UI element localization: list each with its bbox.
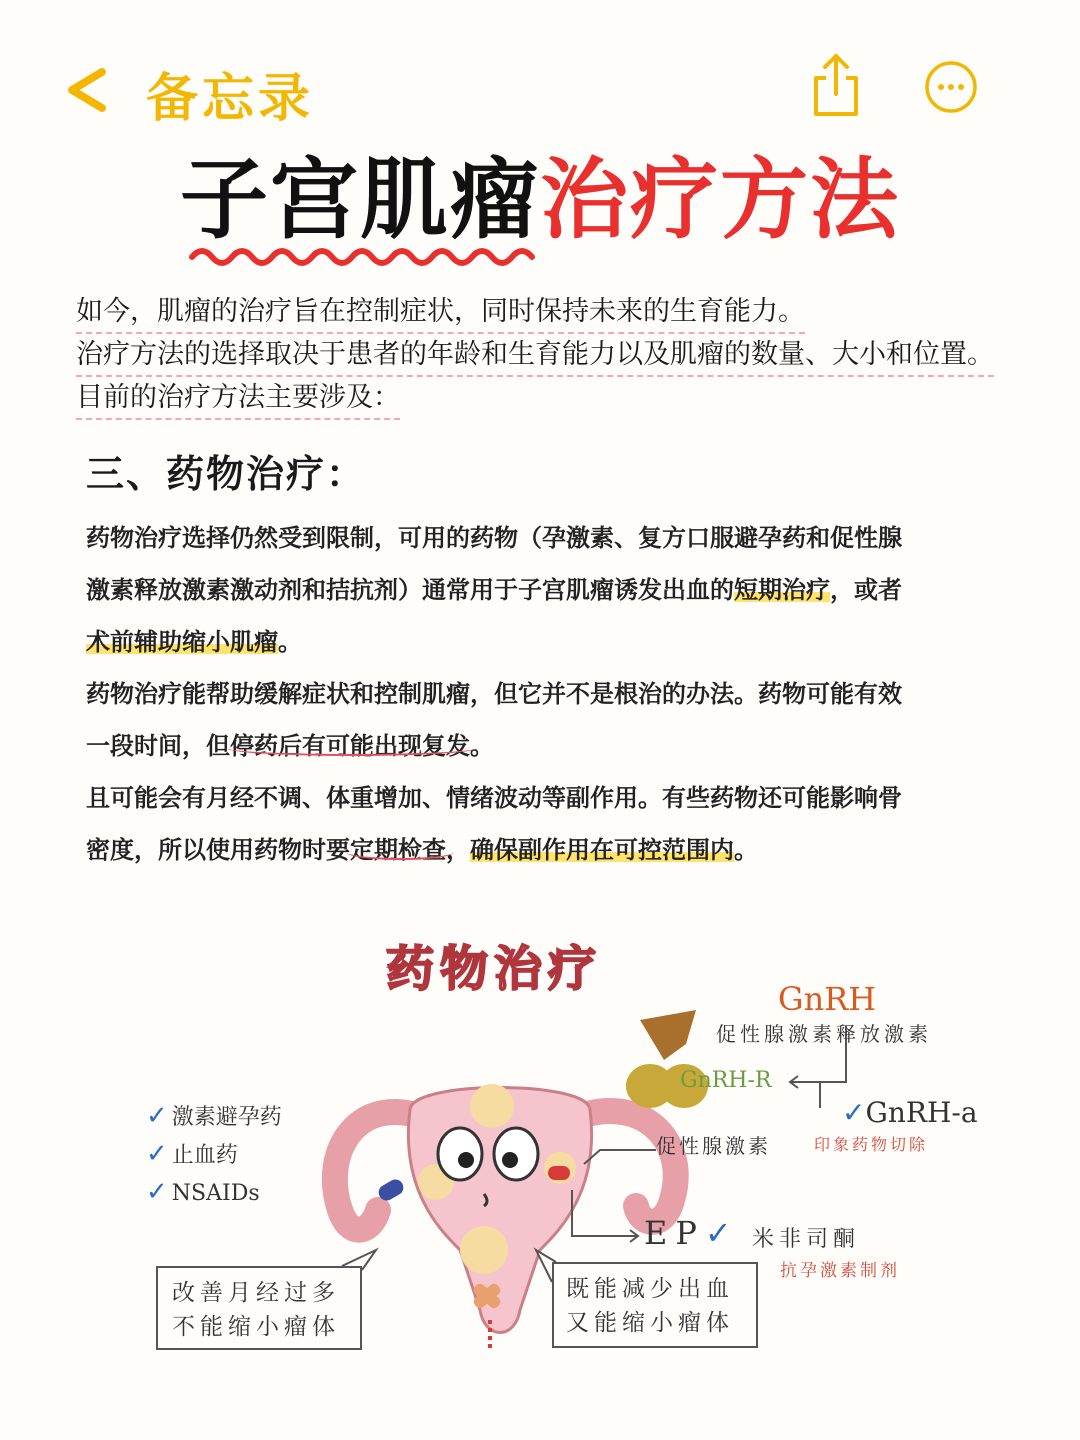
label-mifepristone-sub: 抗孕激素制剂 (780, 1261, 900, 1281)
check-list (146, 1098, 282, 1212)
body-line: 密度，所以使用药物时要 (86, 836, 350, 864)
section-title: 三、药物治疗： (86, 452, 367, 496)
note-line: 既能减少出血 (566, 1276, 734, 1302)
body-line: 。 (278, 628, 302, 656)
nav-title: 备忘录 (146, 69, 315, 129)
label-gnrh: GnRH (778, 980, 877, 1018)
intro-line: 治疗方法的选择取决于患者的年龄和生育能力以及肌瘤的数量、大小和位置。 (76, 335, 994, 377)
illustration-title: 药物治疗 (386, 941, 603, 997)
wavy-underline (188, 242, 544, 272)
nav-bar (0, 50, 1080, 130)
title-part-red: 治疗方法 (540, 148, 901, 251)
title-part-black: 子宫肌瘤 (179, 148, 540, 251)
share-icon[interactable] (808, 50, 864, 120)
underline-checkup: 定期检查 (350, 836, 446, 864)
check-item (146, 1174, 282, 1212)
illustration (0, 910, 1080, 1440)
note-line: 又能缩小瘤体 (566, 1310, 734, 1336)
check-icon: ✓ (146, 1101, 168, 1131)
check-item (146, 1098, 282, 1136)
underline-relapse: 停药后有可能出现复发 (230, 732, 470, 760)
label-gnrh-a (842, 1096, 978, 1129)
body-line: 药物治疗选择仍然受到限制，可用的药物（孕激素、复方口服避孕药和促性腺 (86, 524, 902, 552)
highlight-preop: 术前辅助缩小肌瘤 (86, 628, 278, 656)
check-item-label: NSAIDs (171, 1181, 260, 1206)
page-title (0, 150, 1080, 250)
check-item (146, 1136, 282, 1174)
label-gonadotropin: 促性腺激素 (656, 1134, 771, 1158)
label-gnrh-a-sub: 印象药物切除 (814, 1135, 929, 1154)
body-line: ， (446, 836, 470, 864)
body-line: 。 (734, 836, 758, 864)
note-line: 不能缩小瘤体 (172, 1314, 340, 1340)
label-ep-text: EP (644, 1214, 705, 1252)
chevron-left-icon[interactable] (62, 62, 112, 118)
label-gnrh-r: GnRH-R (680, 1068, 772, 1093)
body-line: 。 (470, 732, 494, 760)
highlight-short-term: 短期治疗 (734, 576, 830, 604)
check-item-label: 激素避孕药 (171, 1105, 282, 1130)
note-box-right (552, 1262, 758, 1348)
note-box-left (156, 1266, 362, 1350)
intro-text (76, 290, 1066, 419)
highlight-side-effects: 确保副作用在可控范围内 (470, 836, 734, 864)
body-line: 激素释放激素激动剂和拮抗剂）通常用于子宫肌瘤诱发出血的 (86, 576, 734, 604)
body-line: ，或者 (830, 576, 902, 604)
note-line: 改善月经过多 (172, 1280, 340, 1306)
intro-line: 如今，肌瘤的治疗旨在控制症状，同时保持未来的生育能力。 (76, 292, 805, 334)
check-icon: ✓ (146, 1177, 168, 1207)
body-line: 药物治疗能帮助缓解症状和控制肌瘤，但它并不是根治的办法。药物可能有效 (86, 680, 902, 708)
check-item-label: 止血药 (171, 1143, 238, 1168)
check-icon: ✓ (704, 1214, 740, 1252)
label-mifepristone: 米非司酮 (752, 1227, 861, 1252)
body-line: 一段时间，但 (86, 732, 230, 760)
label-gnrh-a-text: GnRH-a (865, 1096, 978, 1129)
label-gnrh-sub: 促性腺激素释放激素 (716, 1022, 932, 1046)
body-line: 且可能会有月经不调、体重增加、情绪波动等副作用。有些药物还可能影响骨 (86, 784, 902, 812)
intro-line: 目前的治疗方法主要涉及： (76, 378, 400, 420)
check-icon: ✓ (842, 1096, 866, 1129)
body-text (86, 512, 986, 876)
more-icon[interactable] (924, 60, 978, 114)
check-icon: ✓ (146, 1139, 168, 1169)
label-ep (644, 1214, 740, 1252)
